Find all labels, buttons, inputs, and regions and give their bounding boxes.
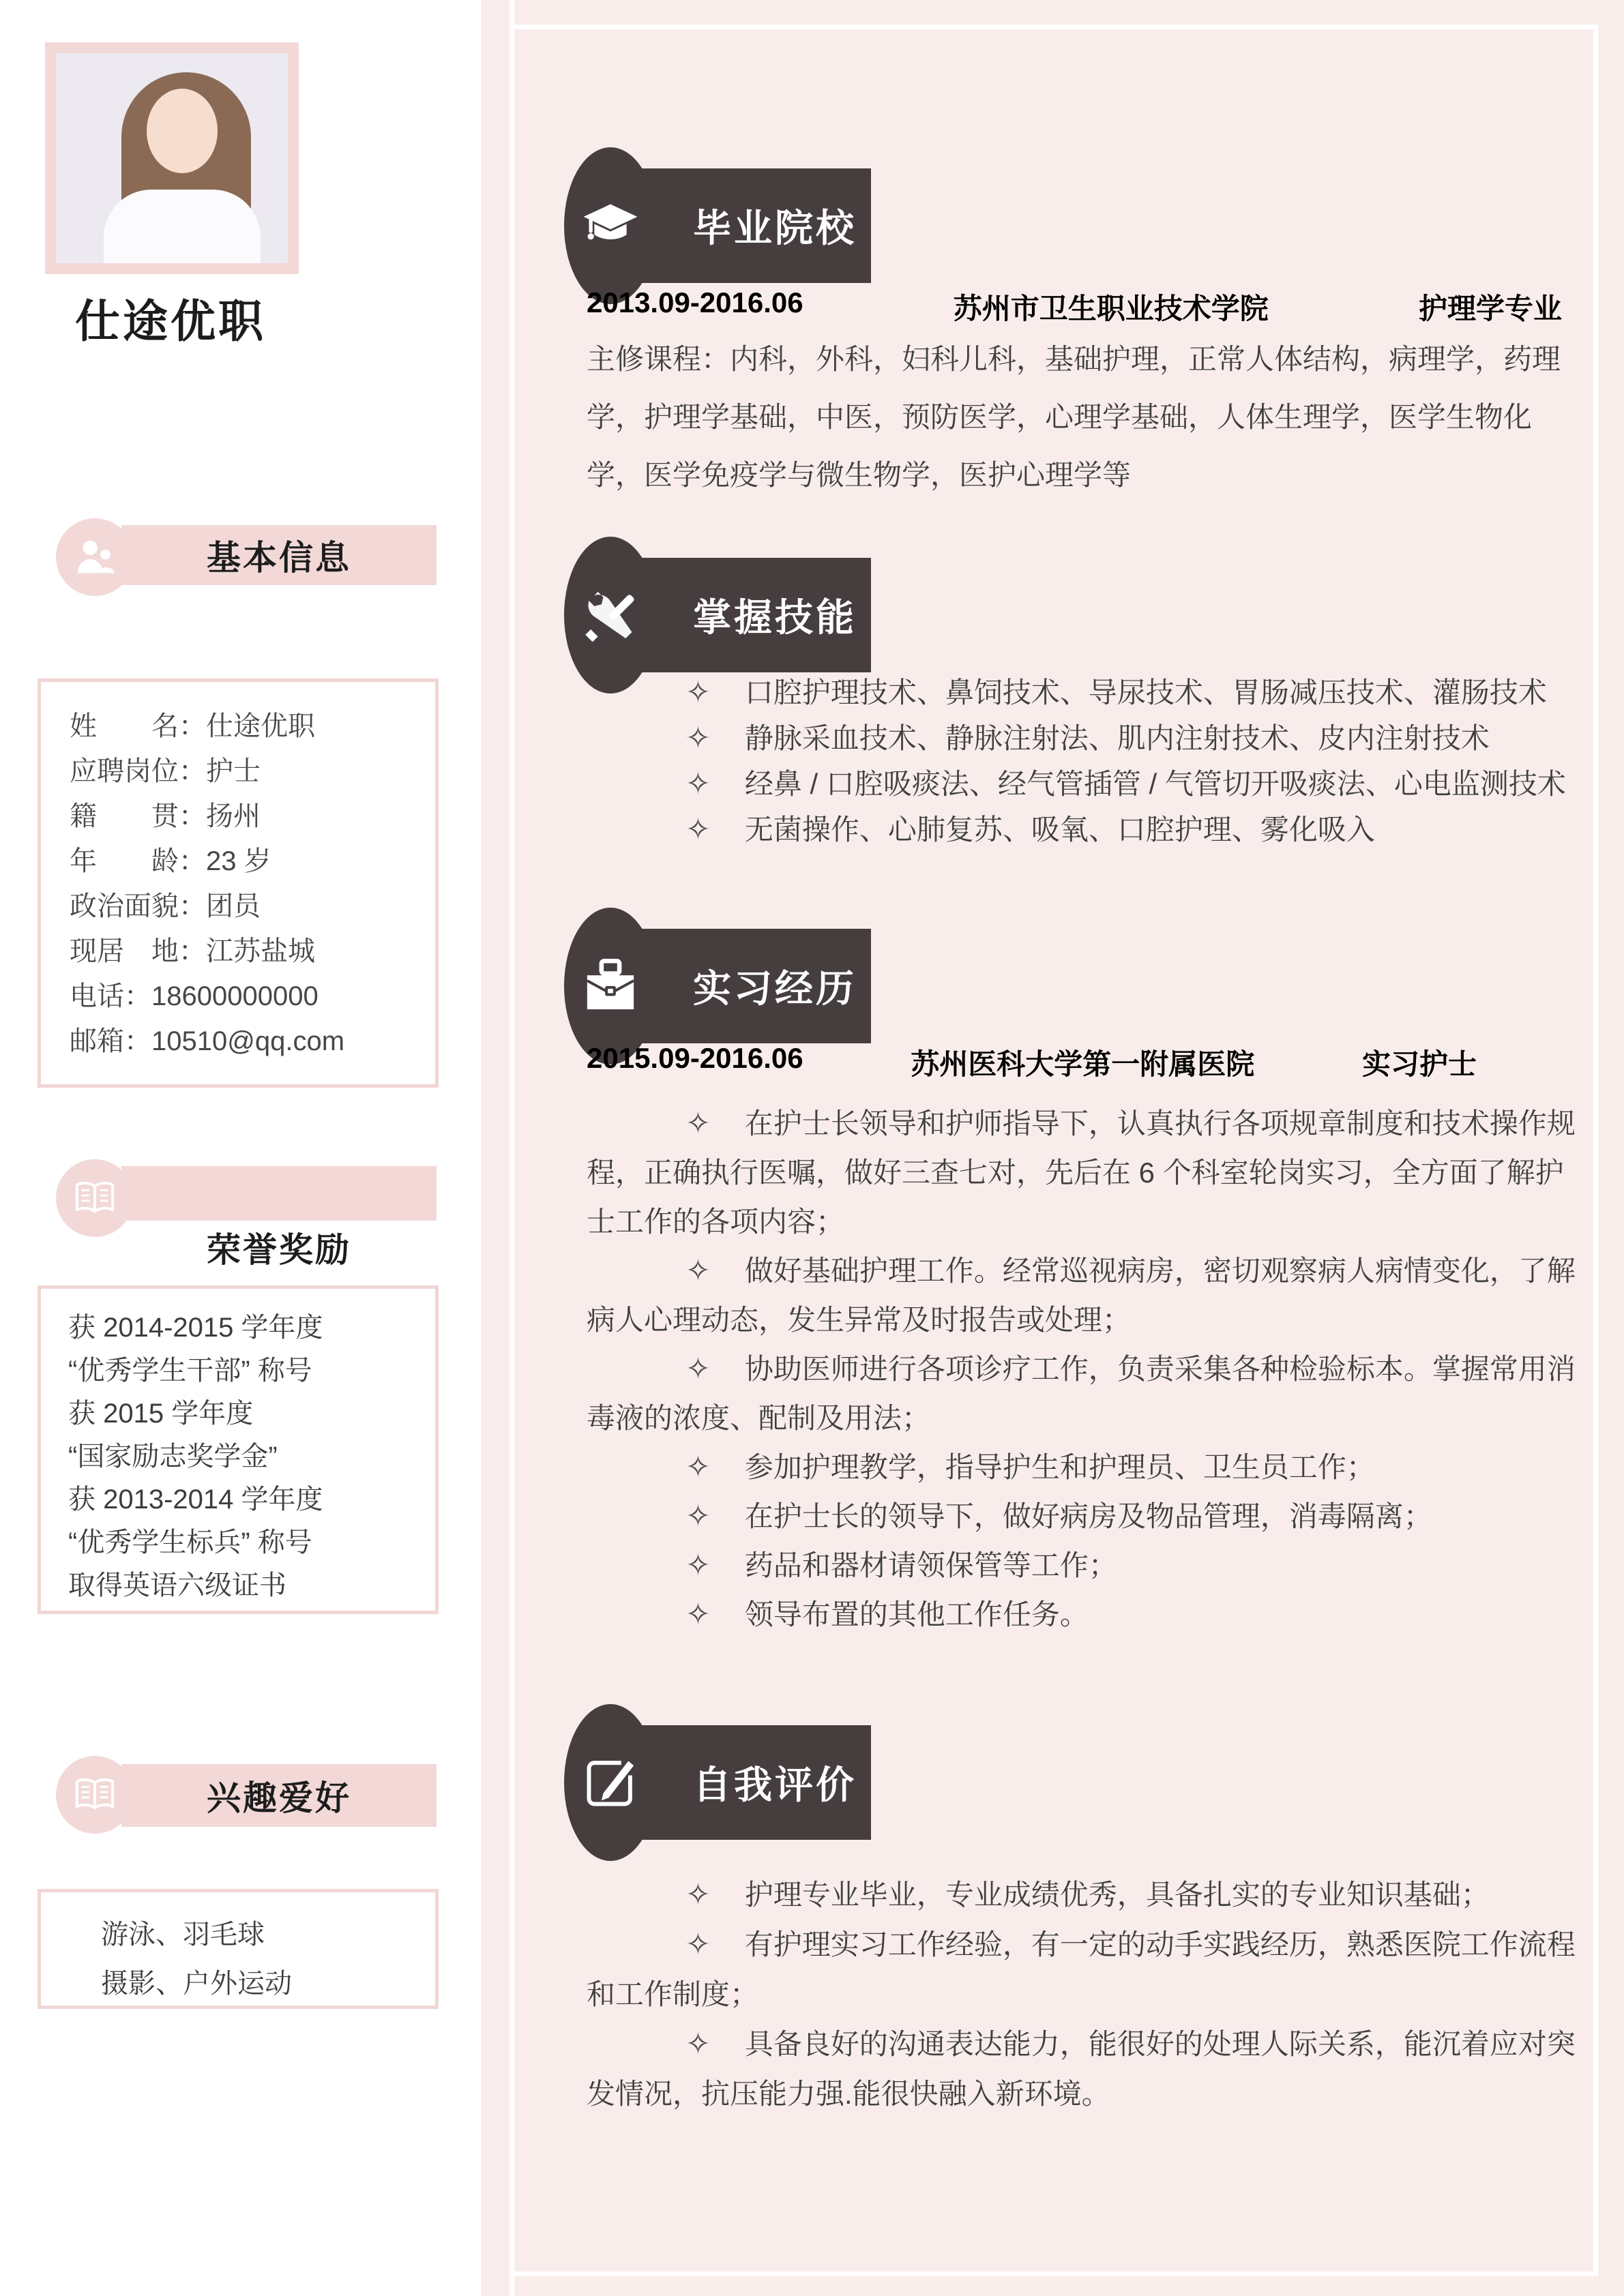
panel-frame-top xyxy=(510,25,1598,29)
panel-frame-right xyxy=(1593,25,1598,2276)
info-row xyxy=(70,794,415,839)
diamond-bullet-icon: ✧ xyxy=(685,813,711,846)
candidate-name: 仕途优职 xyxy=(75,296,266,346)
self-evaluation-title: 自我评价 xyxy=(693,1763,857,1806)
self-evaluation-list xyxy=(587,1870,1581,2119)
internship-duty-item: ✧ 协助医师进行各项诊疗工作，负责采集各种检验标本。掌握常用消毒液的浓度、配制及用法； xyxy=(587,1345,1581,1443)
internship-duty-item: ✧ 在护士长的领导下，做好病房及物品管理，消毒隔离； xyxy=(587,1492,1581,1541)
internship-duty-item: ✧ 在护士长领导和护师指导下，认真执行各项规章制度和技术操作规程，正确执行医嘱，做好三查七对，先后在 6 个科室轮岗实习，全方面了解护士工作的各项内容； xyxy=(587,1099,1581,1247)
diamond-bullet-icon: ✧ xyxy=(685,767,711,801)
education-banner xyxy=(638,168,871,283)
self-evaluation-item: ✧ 具备良好的沟通表达能力，能很好的处理人际关系，能沉着应对突发情况，抗压能力强.能很快融入新环境。 xyxy=(587,2019,1581,2119)
info-value: 23 岁 xyxy=(206,846,271,876)
info-value: 团员 xyxy=(206,891,261,921)
self-evaluation-item: ✧ 有护理实习工作经验，有一定的动手实践经历，熟悉医院工作流程和工作制度； xyxy=(587,1920,1581,2019)
internship-entry-row xyxy=(587,1042,1477,1083)
diamond-bullet-icon: ✧ xyxy=(685,2027,711,2061)
info-row xyxy=(70,704,415,749)
info-label: 政治面貌： xyxy=(70,891,206,921)
briefcase-icon xyxy=(564,908,657,1064)
photo-shirt-shape xyxy=(104,190,261,263)
skills-banner xyxy=(638,558,871,672)
profile-photo xyxy=(56,53,288,263)
internship-duty-list xyxy=(587,1099,1581,1639)
diamond-bullet-icon: ✧ xyxy=(685,1352,711,1386)
education-title: 毕业院校 xyxy=(693,207,857,250)
diamond-bullet-icon: ✧ xyxy=(685,1500,711,1533)
info-row xyxy=(70,1019,415,1064)
hobbies-title: 兴趣爱好 xyxy=(207,1779,351,1817)
internship-period: 2015.09-2016.06 xyxy=(587,1042,803,1074)
info-value: 18600000000 xyxy=(151,981,319,1011)
info-value: 护士 xyxy=(206,756,261,786)
info-value: 仕途优职 xyxy=(206,711,315,741)
hobby-line: 摄影、户外运动 xyxy=(101,1969,292,1999)
info-label: 年 龄： xyxy=(70,846,206,876)
book-icon xyxy=(56,1756,134,1834)
diamond-bullet-icon: ✧ xyxy=(685,1549,711,1582)
hobbies-banner xyxy=(121,1764,437,1827)
skill-item: ✧ 无菌操作、心肺复苏、吸氧、口腔护理、雾化吸入 xyxy=(587,807,1581,852)
pencil-icon xyxy=(564,1704,657,1861)
internship-organization: 苏州医科大学第一附属医院 xyxy=(911,1048,1255,1080)
honor-line: 获 2013-2014 学年度 xyxy=(68,1485,323,1515)
profile-photo-frame xyxy=(45,42,299,274)
honor-line: 取得英语六级证书 xyxy=(68,1570,286,1600)
diamond-bullet-icon: ✧ xyxy=(685,1878,711,1911)
info-value: 10510@qq.com xyxy=(151,1026,345,1056)
education-school: 苏州市卫生职业技术学院 xyxy=(953,293,1269,325)
diamond-bullet-icon: ✧ xyxy=(685,1598,711,1631)
info-row xyxy=(70,884,415,929)
self-evaluation-banner xyxy=(638,1725,871,1840)
education-courses: 主修课程：内科，外科，妇科儿科，基础护理，正常人体结构，病理学，药理学，护理学基础，中医，预防医学，心理学基础，人体生理学，医学生物化学，医学免疫学与微生物学，医护心理学等 xyxy=(587,343,1561,491)
skill-item: ✧ 经鼻 / 口腔吸痰法、经气管插管 / 气管切开吸痰法、心电监测技术 xyxy=(587,761,1581,807)
hobbies-box xyxy=(38,1889,439,2009)
education-period: 2013.09-2016.06 xyxy=(587,286,803,318)
panel-frame-left xyxy=(510,0,514,2296)
info-label: 籍 贯： xyxy=(70,801,206,831)
self-evaluation-item: ✧ 护理专业毕业，专业成绩优秀，具备扎实的专业知识基础； xyxy=(587,1870,1581,1920)
hobby-line: 游泳、羽毛球 xyxy=(101,1920,265,1950)
info-value: 江苏盐城 xyxy=(206,936,315,966)
honors-banner xyxy=(121,1166,437,1221)
skills-list xyxy=(587,670,1581,852)
info-label: 姓 名： xyxy=(70,711,206,741)
graduation-cap-icon xyxy=(564,147,657,304)
internship-duty-item: ✧ 参加护理教学，指导护生和护理员、卫生员工作； xyxy=(587,1443,1581,1492)
internship-banner xyxy=(638,929,871,1043)
info-row xyxy=(70,929,415,974)
diamond-bullet-icon: ✧ xyxy=(685,676,711,709)
info-row xyxy=(70,974,415,1019)
skill-item: ✧ 口腔护理技术、鼻饲技术、导尿技术、胃肠减压技术、灌肠技术 xyxy=(587,670,1581,715)
photo-face-shape xyxy=(147,89,218,173)
basic-info-title: 基本信息 xyxy=(207,539,351,577)
people-icon xyxy=(56,518,134,596)
honors-box xyxy=(38,1285,439,1614)
skill-item: ✧ 静脉采血技术、静脉注射法、肌内注射技术、皮内注射技术 xyxy=(587,715,1581,761)
info-label: 应聘岗位： xyxy=(70,756,206,786)
internship-title: 实习经历 xyxy=(693,967,857,1010)
internship-duty-item: ✧ 药品和器材请领保管等工作； xyxy=(587,1541,1581,1590)
diamond-bullet-icon: ✧ xyxy=(685,1107,711,1140)
info-label: 现居 地： xyxy=(70,936,206,966)
diamond-bullet-icon: ✧ xyxy=(685,1450,711,1484)
info-label: 邮箱： xyxy=(70,1026,151,1056)
diamond-bullet-icon: ✧ xyxy=(685,1254,711,1287)
info-value: 扬州 xyxy=(206,801,261,831)
honor-line: “国家励志奖学金” xyxy=(68,1442,278,1472)
info-label: 电话： xyxy=(70,981,151,1011)
basic-info-banner xyxy=(121,525,437,585)
skills-title: 掌握技能 xyxy=(693,596,857,639)
honor-line: 获 2014-2015 学年度 xyxy=(68,1313,323,1343)
internship-duty-item: ✧ 做好基础护理工作。经常巡视病房，密切观察病人病情变化，了解病人心理动态，发生异常及时报告或处理； xyxy=(587,1247,1581,1345)
basic-info-box xyxy=(38,679,439,1088)
honor-line: 获 2015 学年度 xyxy=(68,1399,254,1429)
info-row xyxy=(70,749,415,794)
internship-role: 实习护士 xyxy=(1361,1048,1477,1080)
education-entry-row xyxy=(587,286,1562,327)
honor-line: “优秀学生干部” 称号 xyxy=(68,1356,312,1386)
education-major: 护理学专业 xyxy=(1418,293,1562,325)
diamond-bullet-icon: ✧ xyxy=(685,721,711,755)
info-row xyxy=(70,839,415,884)
internship-duty-item: ✧ 领导布置的其他工作任务。 xyxy=(587,1590,1581,1639)
panel-frame-bottom xyxy=(510,2271,1598,2276)
honor-line: “优秀学生标兵” 称号 xyxy=(68,1527,312,1557)
diamond-bullet-icon: ✧ xyxy=(685,1928,711,1961)
honors-title: 荣誉奖励 xyxy=(207,1231,351,1269)
